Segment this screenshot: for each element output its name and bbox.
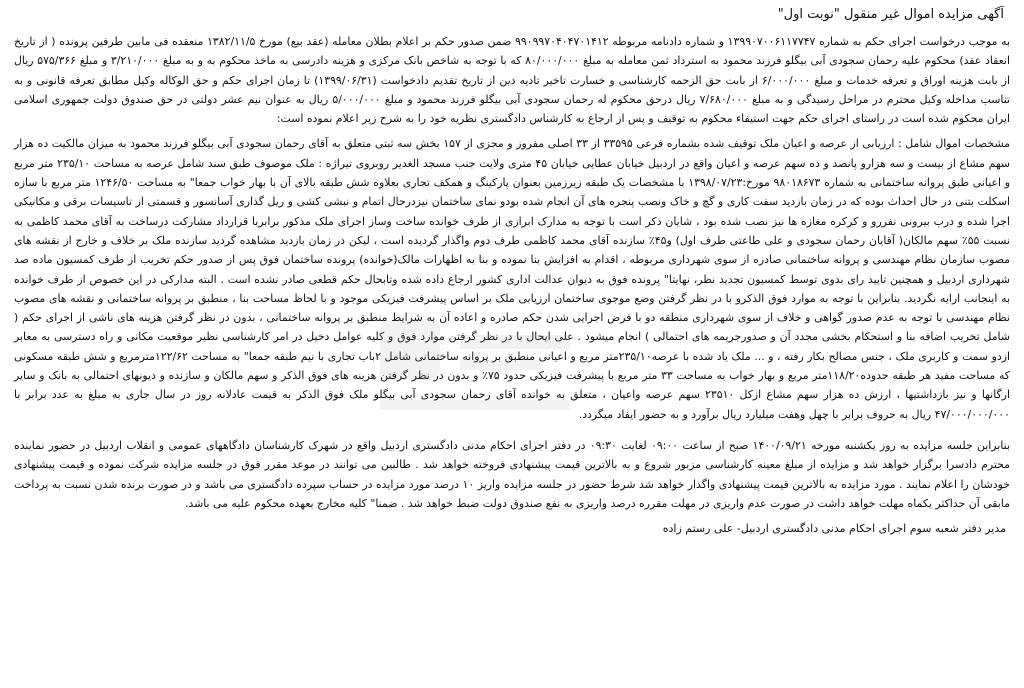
notice-signature: مدیر دفتر شعبه سوم اجرای احکام مدنی دادگستری اردبیل- علی رستم زاده [662,522,1006,536]
notice-paragraph-judgment: به موجب درخواست اجرای حکم به شماره ۱۳۹۹۰۷۰۰۶۱۱۷۷۴۷ و شماره دادنامه مربوطه ۹۹۰۹۹۷۰۴۰۴۷۰۱۴۱۲ ضمن صدور حکم بر اعلام بطلان معامله (عقد بیع) مورخ ۱۳۸۲/۱۱/۵ منعقده فی مابین طرفین پرونده ( از تاریخ انعقاد عقد) محکوم علیه رحمان سجودی آبی بیگلو فرزند محمود به استرداد ثمن معامله به مبلغ ۸۰/۰۰۰/۰۰۰ که با توجه به شاخص بانک مرکزی و هزینه دادرسی به ماخذ محکوم به و به مبلغ ۳/۲۱۰/۰۰۰ و مبلغ ۵۷۵/۳۶۶ ریال از بابت هزینه اوراق و تعرفه خدمات و مبلغ ۶/۰۰۰/۰۰۰ از بابت حق الزحمه کارشناسی و خسارت تاخیر تادیه دین از تاریخ تقدیم دادخواست (۱۳۹۹/۰۶/۳۱) تا زمان اجرای حکم و حق الوکاله وکیل مطابق تعرفه قانونی و به تناسب مداخله وکیل محترم در مراحل رسیدگی و به مبلغ ۷/۶۸۰/۰۰۰ ریال درحق محکوم له رحمان سجودی آبی بیگلو فرزند محمود و مبلغ ۵/۰۰۰/۰۰۰ ریال به عنوان نیم عشر دولتی در حق صندوق دولت جمهوری اسلامی ایران محکوم شده است در راستای اجرای حکم جهت استیفاء محکوم به توقیف و پس از ارجاع به کارشناس دادگستری نظریه خود را به شرح زیر اعلام نموده است: [14,35,1011,126]
notice-paragraph-property-specs: مشخصات اموال شامل : ارزیابی از عرصه و اعیان ملک توقیف شده بشماره فرعی ۳۳۵۹۵ از ۳۳ اصلی مفروز و مجزی از ۱۵۷ بخش سه ثبتی متعلق به آقای رحمان سجودی آبی بیگلو فرزند محمود به میزان مالکیت ده هزار سهم مشاع از بیست و سه هزارو پانصد و ده سهم عرصه و اعیان واقع در اردبیل خیابان عطایی خیابان ۴۵ متری ولایت جنب مسجد الغدیر روبروی تیراژه : ملک موصوف طبق سند شامل عرصه به مساحت ۲۳۵/۱۰ متر مربع و اعیانی طبق پروانه ساختمانی به شماره ۹۸۰۱۸۶۷۳ مورخ:۱۳۹۸/۰۷/۲۳ با مشخصات یک طبقه زیرزمین بعنوان پارکینگ و همکف تجاری بعلاوه شش طبقه بالای آن با بهار خواب جمعا" به مساحت ۱۲۴۶/۵۰ متر مربع با سازه اسکلت بتنی در حال احداث بوده که در زمان بازدید سفت کاری و گچ و خاک ونصب پنجره های آن انجام شده بودو نمای ساختمان نیزدرحال اتمام و نبشی کشی و ریل گذاری آسانسور و قسمتی از تاسیسات برقی و مکانیکی اجرا شده و درب بیرونی نفررو و کرکره مغازه ها نیز نصب شده بود ، شایان ذکر است با توجه به مدارک ابرازی از طرف خوانده ساخت وساز اجرای ملک مذکور برابربا قرارداد مشارکت درساخت به آقای محمد کاظمی به نسبت ۵۵٪ سهم مالکان( آقایان رحمان سجودی و علی طاعتی طرف اول) و۴۵٪ سازنده آقای محمد کاظمی طرف دوم واگذار گردیده است ، لیکن در زمان بازدید مشاهده گردید سازنده ملک بر خلاف و خارج از نقشه های مصوب سازمان نظام مهندسی و پروانه ساختمانی صادره از سوی شهرداری مربوطه ، اقدام به افزایش بنا نموده و بنا به اظهارات مالک(خوانده) پرونده ساختمان فوق پس از صدور حکم تخریب از طرف کمسیون ماده صد شهرداری اردبیل و همچنین تایید رای بدوی توسط کمسیون تجدید نظر، نهایتا" پرونده فوق به دیوان عدالت اداری کشور ارجاع داده شده وتابحال حکم قطعی صادر نشده است . البته مدارکی در این خصوص از طرف خوانده به اینجانب ارایه نگردید. بنابراین با توجه به موارد فوق الذکرو با در نظر گرفتن وضع موجوی ساختمان ارزیابی ملک بر اساس پیشرفت فیزیکی موجود و با لحاظ مساحت بنا ، منطبق بر پروانه ساختمانی و نقشه های مصوب نظام مهندسی با توجه به عدم صدور گواهی و خلاف از سوی شهرداری منطقه دو با فرض اجرایی شدن حکم صادره و اعاده آن به شرایط منطبق بر پروانه ساختمانی ، بدون در نظر گرفتن هزینه های ناشی از اجرای حکم ( شامل تخریب اضافه بنا و استحکام بخشی مجدد آن و صدورجریمه های احتمالی ) انجام میشود . علی ایحال با در نظر گرفتن موارد فوق و کلیه عوامل دخیل در امر کارشناسی نظیر موقعیت مکانی و راه دسترسی به معابر ازدو سمت و کاربری ملک ، جنس مصالح بکار رفته ، و ... ملک یاد شده با عرصه۲۳۵/۱۰متر مربع و اعیانی منطبق بر پروانه ساختمانی شامل ۲باب تجاری با نیم طبقه جمعا" به مساحت ۱۲۲/۶۲مترمربع و شش طبقه مسکونی که مساحت مفید هر طبقه حدوده۱۱۸/۲۰متر مربع و بهار خواب به مساحت ۳۳ متر مربع با پیشرفت فیزیکی حدود ۷۵٪ و بدون در نظر گرفتن هزینه های فوق الذکر و سهم مالکان و سازنده و دیونهای احتمالی به بانک و سایر ارگانها و نیز بازداشتیها ، ارزش ده هزار سهم مشاع ازکل ۲۳۵۱۰ سهم عرصه واعیان ، متعلق به خوانده آقای رحمان سجودی آبی بیگلو ملک فوق الذکر به قیمت عادلانه روز در سال جاری به مبلغ به عدد برابر با ۴۷/۰۰۰/۰۰۰/۰۰۰ ریال به حروف برابر با چهل وهفت میلیارد ریال برآورد و به حضور ایفاد میگردد. [14,137,1011,421]
notice-title: آگهی مزایده اموال غیر منقول "نوبت اول" [777,7,1004,22]
notice-paragraph-auction-session: بنابراین جلسه مزایده به روز یکشنبه مورخه ۱۴۰۰/۰۹/۲۱ صبح از ساعت ۰۹:۰۰ لغایت ۰۹:۳۰ در دفتر اجرای احکام مدنی دادگستری اردبیل واقع در شهرک کارشناسان دادگاههای عمومی و انقلاب اردبیل در حضور نماینده محترم دادسرا برگزار خواهد شد و مزایده از مبلغ معینه کارشناسی مزبور شروع و به بالاترین قیمت پیشنهادی فروخته خواهد شد . طالبین می توانند در موعد مقرر فوق در جلسه مزایده شرکت نموده و قیمت پیشنهادی خودشان را اعلام نمایند . مورد مزایده به بالاترین قیمت پیشنهادی واگذار خواهد شد شرط حضور در جلسه مزایده واریز ۱۰ درصد مورد مزایده در حساب سپرده دادگستری می باشد و در صورت برنده شدن نسبت به پرداخت مابقی آن حداکثر یکماه مهلت خواهد داشت در صورت عدم واریزی در مهلت مقرره درصد واریزی به نفع صندوق دولت ضبط خواهد شد . ضمنا" کلیه مخارج بعهده محکوم علیه می باشد. [14,438,1010,510]
